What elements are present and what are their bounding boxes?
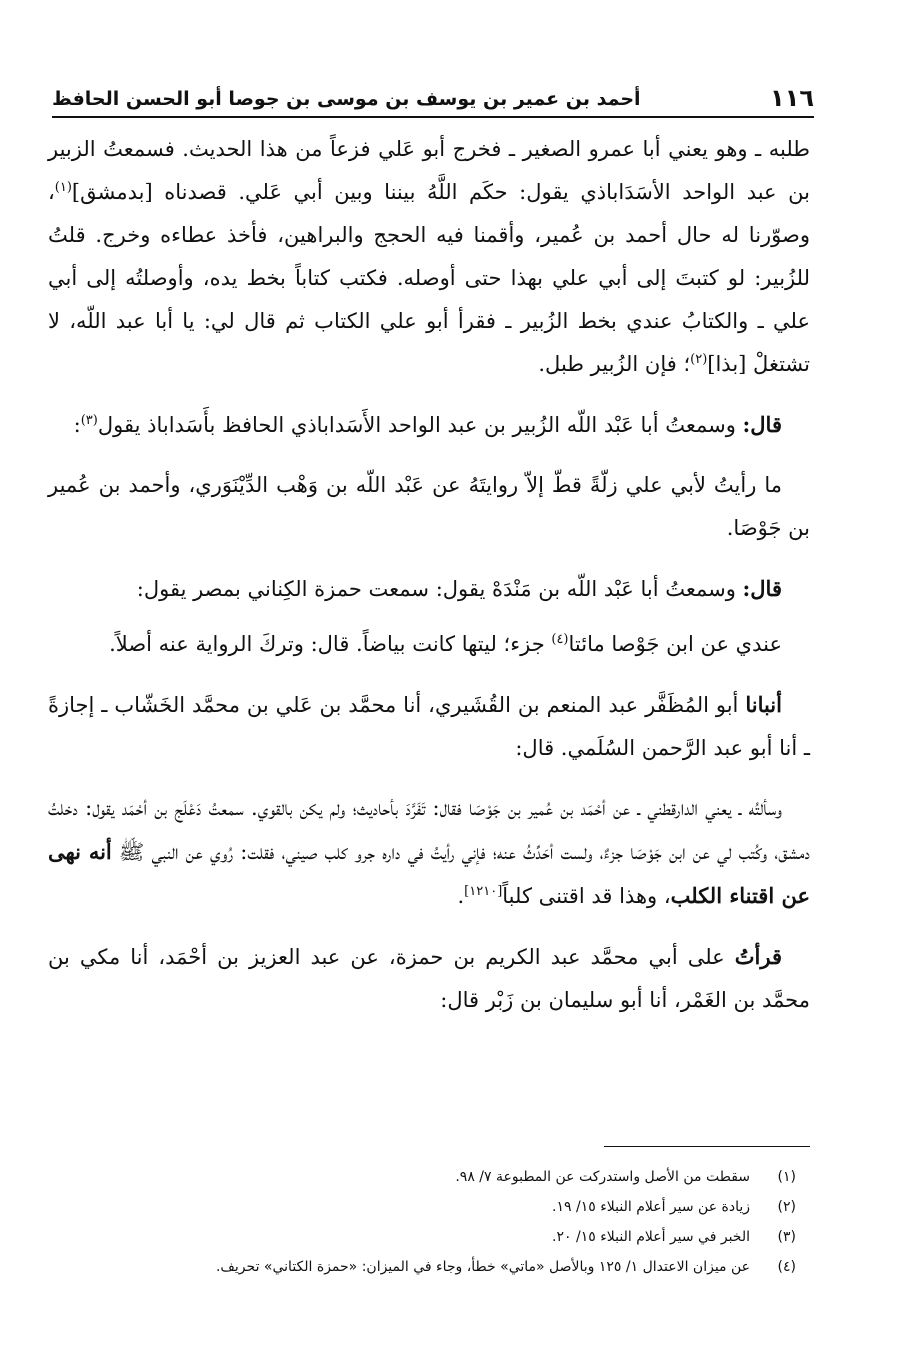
footnote-ref: (٤) bbox=[551, 632, 569, 647]
paragraph-text: على أبي محمَّد عبد الكريم بن حمزة، عن عبد العزيز بن أحْمَد، أنا مكي بن محمَّد بن الغَمْر، أنا أبو سليمان بن زَبْر قال: bbox=[48, 945, 810, 1012]
footnote-number: (٤) bbox=[777, 1259, 796, 1275]
footnotes bbox=[110, 1162, 796, 1282]
paragraph-text: وسمعتُ أبا عَبْد اللّه الزُبير بن عبد الواحد الأَسَداباذي الحافظ بأَسَداباذ يقول bbox=[97, 413, 743, 437]
paragraph-lead: أنبانا bbox=[745, 692, 782, 717]
footnote bbox=[110, 1162, 796, 1192]
footnote-number: (٢) bbox=[777, 1199, 796, 1215]
paragraph-text: أبو المُظَفَّر عبد المنعم بن القُشَيري، أنا محمَّد بن عَلي بن محمَّد الخَشّاب ـ إجازةً ـ أنا أبو عبد الرَّحمن السُلَمي. قال: bbox=[48, 693, 810, 760]
paragraph-text: . bbox=[457, 884, 465, 908]
footnote-text: سقطت من الأصل واستدركت عن المطبوعة ٧/ ٩٨. bbox=[455, 1169, 750, 1185]
paragraph-4 bbox=[48, 567, 810, 611]
paragraph-lead: قال: bbox=[742, 412, 782, 437]
paragraph-text: ما رأيتُ لأبي علي زلّةً قطّ إلاّ روايتَهُ عن عَبْد اللّه بن وَهْب الدِّيْنَوَري، وأحمد بن عُمير بن جَوْصَا. bbox=[48, 473, 810, 540]
reference-number: [١٢١٠] bbox=[464, 884, 503, 899]
footnote-text: عن ميزان الاعتدال ١/ ١٢٥ وبالأصل «ماتي» خطأ، وجاء في الميزان: «حمزة الكتاني» تحريف. bbox=[215, 1259, 750, 1275]
footnote-ref: (١) bbox=[54, 180, 72, 195]
paragraph-text: ، وصوّرنا له حال أحمد بن عُمير، وأقمنا فيه الحجج والبراهين، فأخذ عطاءه وخرج. قلتُ للزُبير: لو كتبتَ إلى أبي علي بهذا حتى أوصله. فكتب كتاباً بخط يده، وأوصلتُه إلى أبي علي ـ والكتابُ عندي بخط الزُبير ـ فقرأ أبو علي الكتاب ثم قال لي: يا أبا عبد اللّه، لا تشتغلْ [بذا] bbox=[48, 180, 811, 376]
paragraph-lead: قال: bbox=[742, 576, 782, 601]
footnote-text: الخبر في سير أعلام النبلاء ١٥/ ٢٠. bbox=[552, 1229, 750, 1245]
paragraph-2 bbox=[48, 403, 810, 447]
paragraph-1 bbox=[48, 128, 810, 386]
footnote-ref: (٣) bbox=[80, 413, 98, 428]
paragraph-7 bbox=[48, 787, 810, 918]
footnote-number: (١) bbox=[777, 1169, 796, 1185]
paragraph-text: طلبه ـ وهو يعني أبا عمرو الصغير ـ فخرج أبو عَلي فزعاً من هذا الحديث. فسمعتُ الزبير بن عبد الواحد الأسَدَاباذي يقول: حكَم اللَّهُ بيننا وبين أبي عَلي. قصدناه [بدمشق] bbox=[48, 137, 810, 204]
hadith-quote: أنه نهى عن اقتناء الكلب bbox=[48, 839, 810, 908]
paragraph-6 bbox=[48, 683, 810, 770]
footnote bbox=[110, 1192, 796, 1222]
footnote-number: (٣) bbox=[777, 1229, 796, 1245]
footnote-text: زيادة عن سير أعلام النبلاء ١٥/ ١٩. bbox=[552, 1199, 750, 1215]
paragraph-text: جزء؛ ليتها كانت بياضاً. قال: وتركَ الرواية عنه أصلاً. bbox=[109, 632, 552, 656]
paragraph-lead: قرأتُ bbox=[734, 944, 782, 969]
paragraph-3 bbox=[48, 464, 810, 550]
page-number: ١١٦ bbox=[770, 84, 814, 112]
paragraph-5 bbox=[48, 623, 810, 666]
paragraph-text: : bbox=[73, 413, 81, 437]
main-text bbox=[48, 128, 810, 1039]
paragraph-text: عندي عن ابن جَوْصا مائتا bbox=[568, 632, 782, 656]
paragraph-text: وسمعتُ أبا عَبْد اللّه بن مَنْدَهْ يقول: سمعت حمزة الكِناني بمصر يقول: bbox=[136, 577, 743, 601]
footnote-ref: (٢) bbox=[690, 352, 708, 367]
paragraph-8 bbox=[48, 935, 810, 1022]
paragraph-text: ، وهذا قد اقتنى كلباً bbox=[502, 884, 671, 908]
paragraph-text: ؛ فإن الزُبير طبل. bbox=[538, 352, 691, 376]
footnote bbox=[110, 1222, 796, 1252]
running-title: أحمد بن عمير بن يوسف بن موسى بن جوصا أبو الحسن الحافظ bbox=[52, 88, 641, 110]
footnote bbox=[110, 1252, 796, 1282]
paragraph-text: وسألتُه ـ يعني الدارقطني ـ عن أحْمَد بن عُمير بن جَوْصَا فقال: تَفَرَّدَ بأحاديث؛ ولم يكن بالقوي. سمعتُ دَعْلَج بن أحْمَد يقول: دخلتُ دمشق، وكُتب لي عن ابن جَوْصَا جزءٌ، ولست أحَدِّثُ عنه؛ فإني رأيتُ في داره جرو كلب صيني، فقلت: رُوي عن النبي ﷺ bbox=[48, 796, 811, 864]
page-header bbox=[52, 70, 814, 118]
footnote-divider bbox=[604, 1146, 810, 1147]
